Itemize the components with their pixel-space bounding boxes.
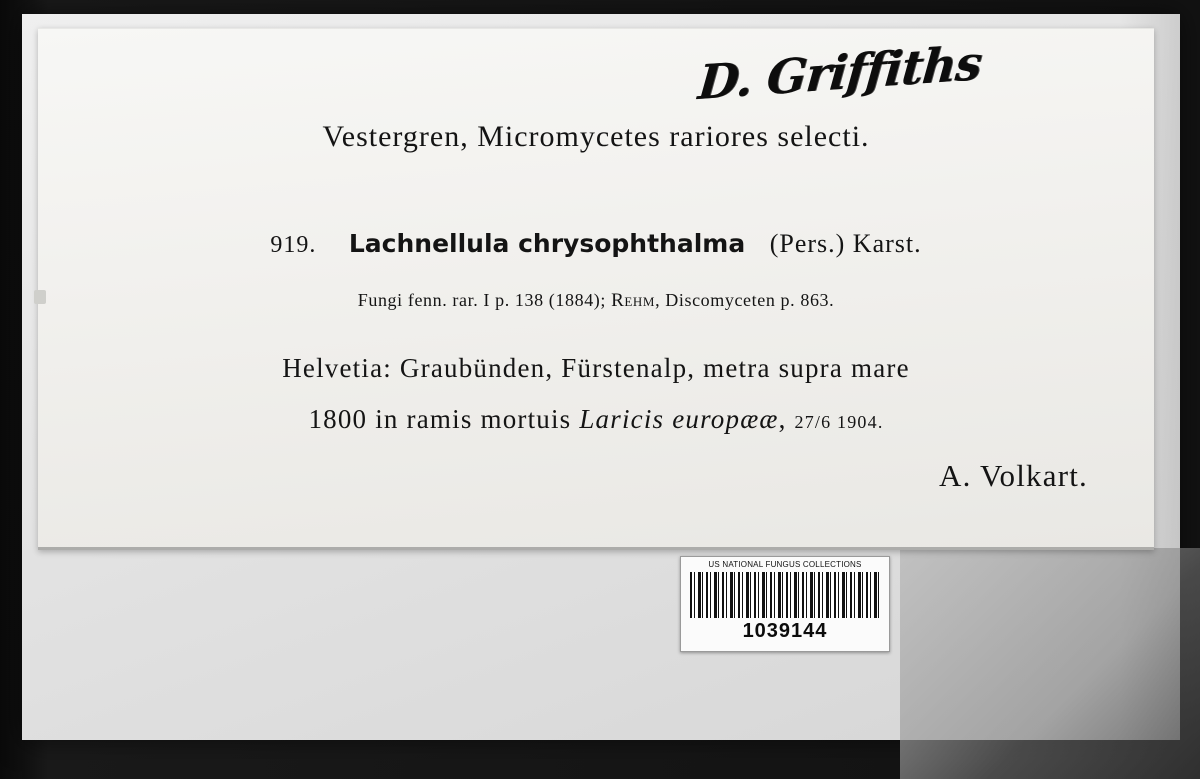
taxon-row: [38, 228, 1154, 259]
locality-line-one: Helvetia: Graubünden, Fürstenalp, metra supra mare: [282, 353, 910, 383]
collector-name: A. Volkart.: [939, 458, 1088, 493]
citation-part-one: Fungi fenn. rar. I p. 138 (1884);: [357, 290, 612, 310]
taxon-authority: (Pers.) Karst.: [769, 229, 922, 258]
barcode-institution-name: US NATIONAL FUNGUS COLLECTIONS: [708, 560, 862, 569]
barcode-bars: [690, 572, 880, 618]
series-title: Vestergren, Micromycetes rariores selecti.: [322, 120, 870, 153]
taxon-name: Lachnellula chrysophthalma: [348, 229, 746, 258]
specimen-label-card: [38, 28, 1154, 550]
habitat-text: 1800 in ramis mortuis: [308, 404, 580, 434]
collection-number: 919.: [270, 232, 317, 258]
locality-line-two: 1800 in ramis mortuis Laricis europææ, 27/6 1904.: [308, 404, 884, 434]
host-taxon: Laricis europææ: [579, 404, 779, 434]
citation-author: Rehm: [611, 290, 656, 311]
determiner-handwritten-annotation: D. Griffiths: [695, 35, 984, 112]
collection-date: 27/6 1904.: [794, 412, 884, 432]
citation-part-two: , Discomyceten p. 863.: [655, 290, 835, 310]
literature-citation: [38, 290, 1154, 312]
barcode-accession-number: 1039144: [742, 620, 828, 642]
label-top-edge: [38, 28, 1154, 29]
barcode-label: [680, 556, 890, 652]
